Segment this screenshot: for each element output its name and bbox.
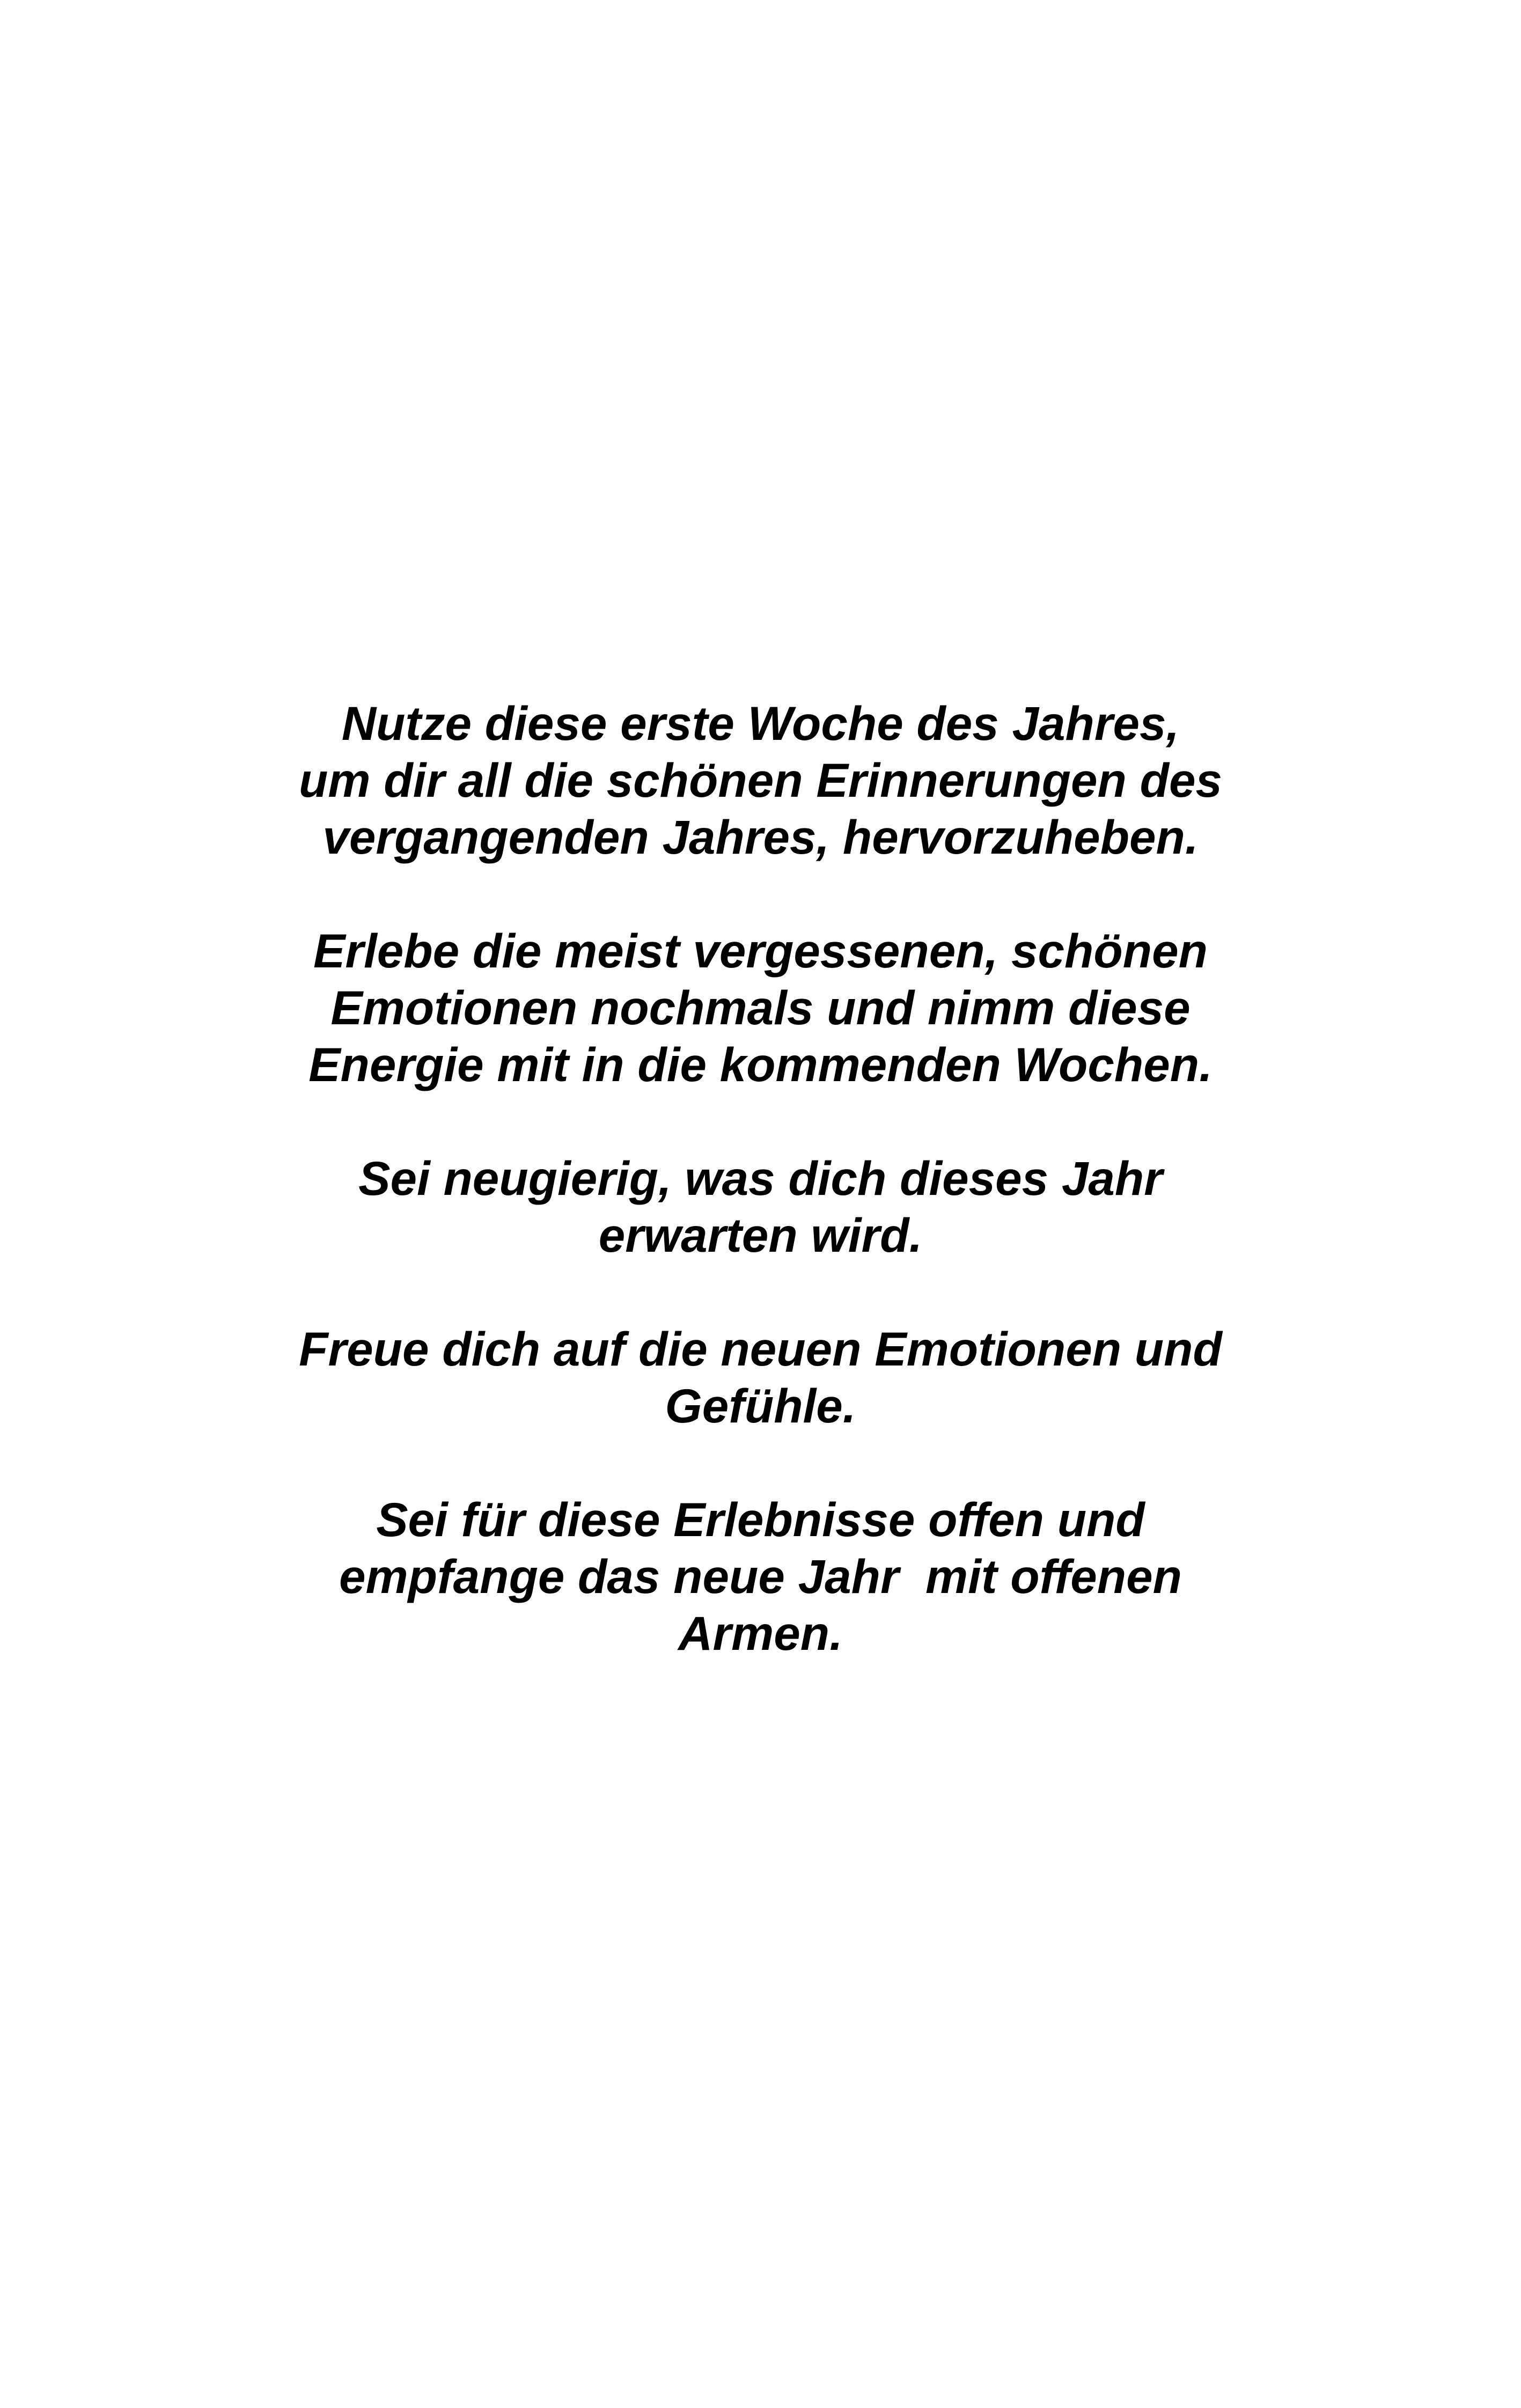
text-line: Emotionen nochmals und nimm diese bbox=[330, 981, 1191, 1034]
text-line: Freue dich auf die neuen Emotionen und bbox=[299, 1322, 1222, 1376]
text-line: empfange das neue Jahr mit offenen bbox=[339, 1550, 1182, 1603]
paragraph-3 bbox=[0, 1150, 1521, 1264]
text-line: Energie mit in die kommenden Wochen. bbox=[308, 1038, 1213, 1091]
paragraph-4 bbox=[0, 1320, 1521, 1434]
poem-text-block bbox=[0, 695, 1521, 1662]
text-line: Armen. bbox=[678, 1606, 843, 1660]
text-line: Gefühle. bbox=[665, 1379, 856, 1433]
text-line: Sei neugierig, was dich dieses Jahr bbox=[358, 1151, 1163, 1205]
text-line: vergangenden Jahres, hervorzuheben. bbox=[322, 810, 1199, 864]
text-line: Erlebe die meist vergessenen, schönen bbox=[313, 924, 1208, 978]
text-line: Sei für diese Erlebnisse offen und bbox=[376, 1493, 1145, 1546]
text-line: Nutze diese erste Woche des Jahres, bbox=[341, 696, 1180, 750]
text-line: erwarten wird. bbox=[598, 1208, 923, 1262]
paragraph-1 bbox=[0, 695, 1521, 865]
paragraph-5 bbox=[0, 1491, 1521, 1662]
text-line: um dir all die schönen Erinnerungen des bbox=[299, 753, 1222, 807]
paragraph-2 bbox=[0, 922, 1521, 1093]
